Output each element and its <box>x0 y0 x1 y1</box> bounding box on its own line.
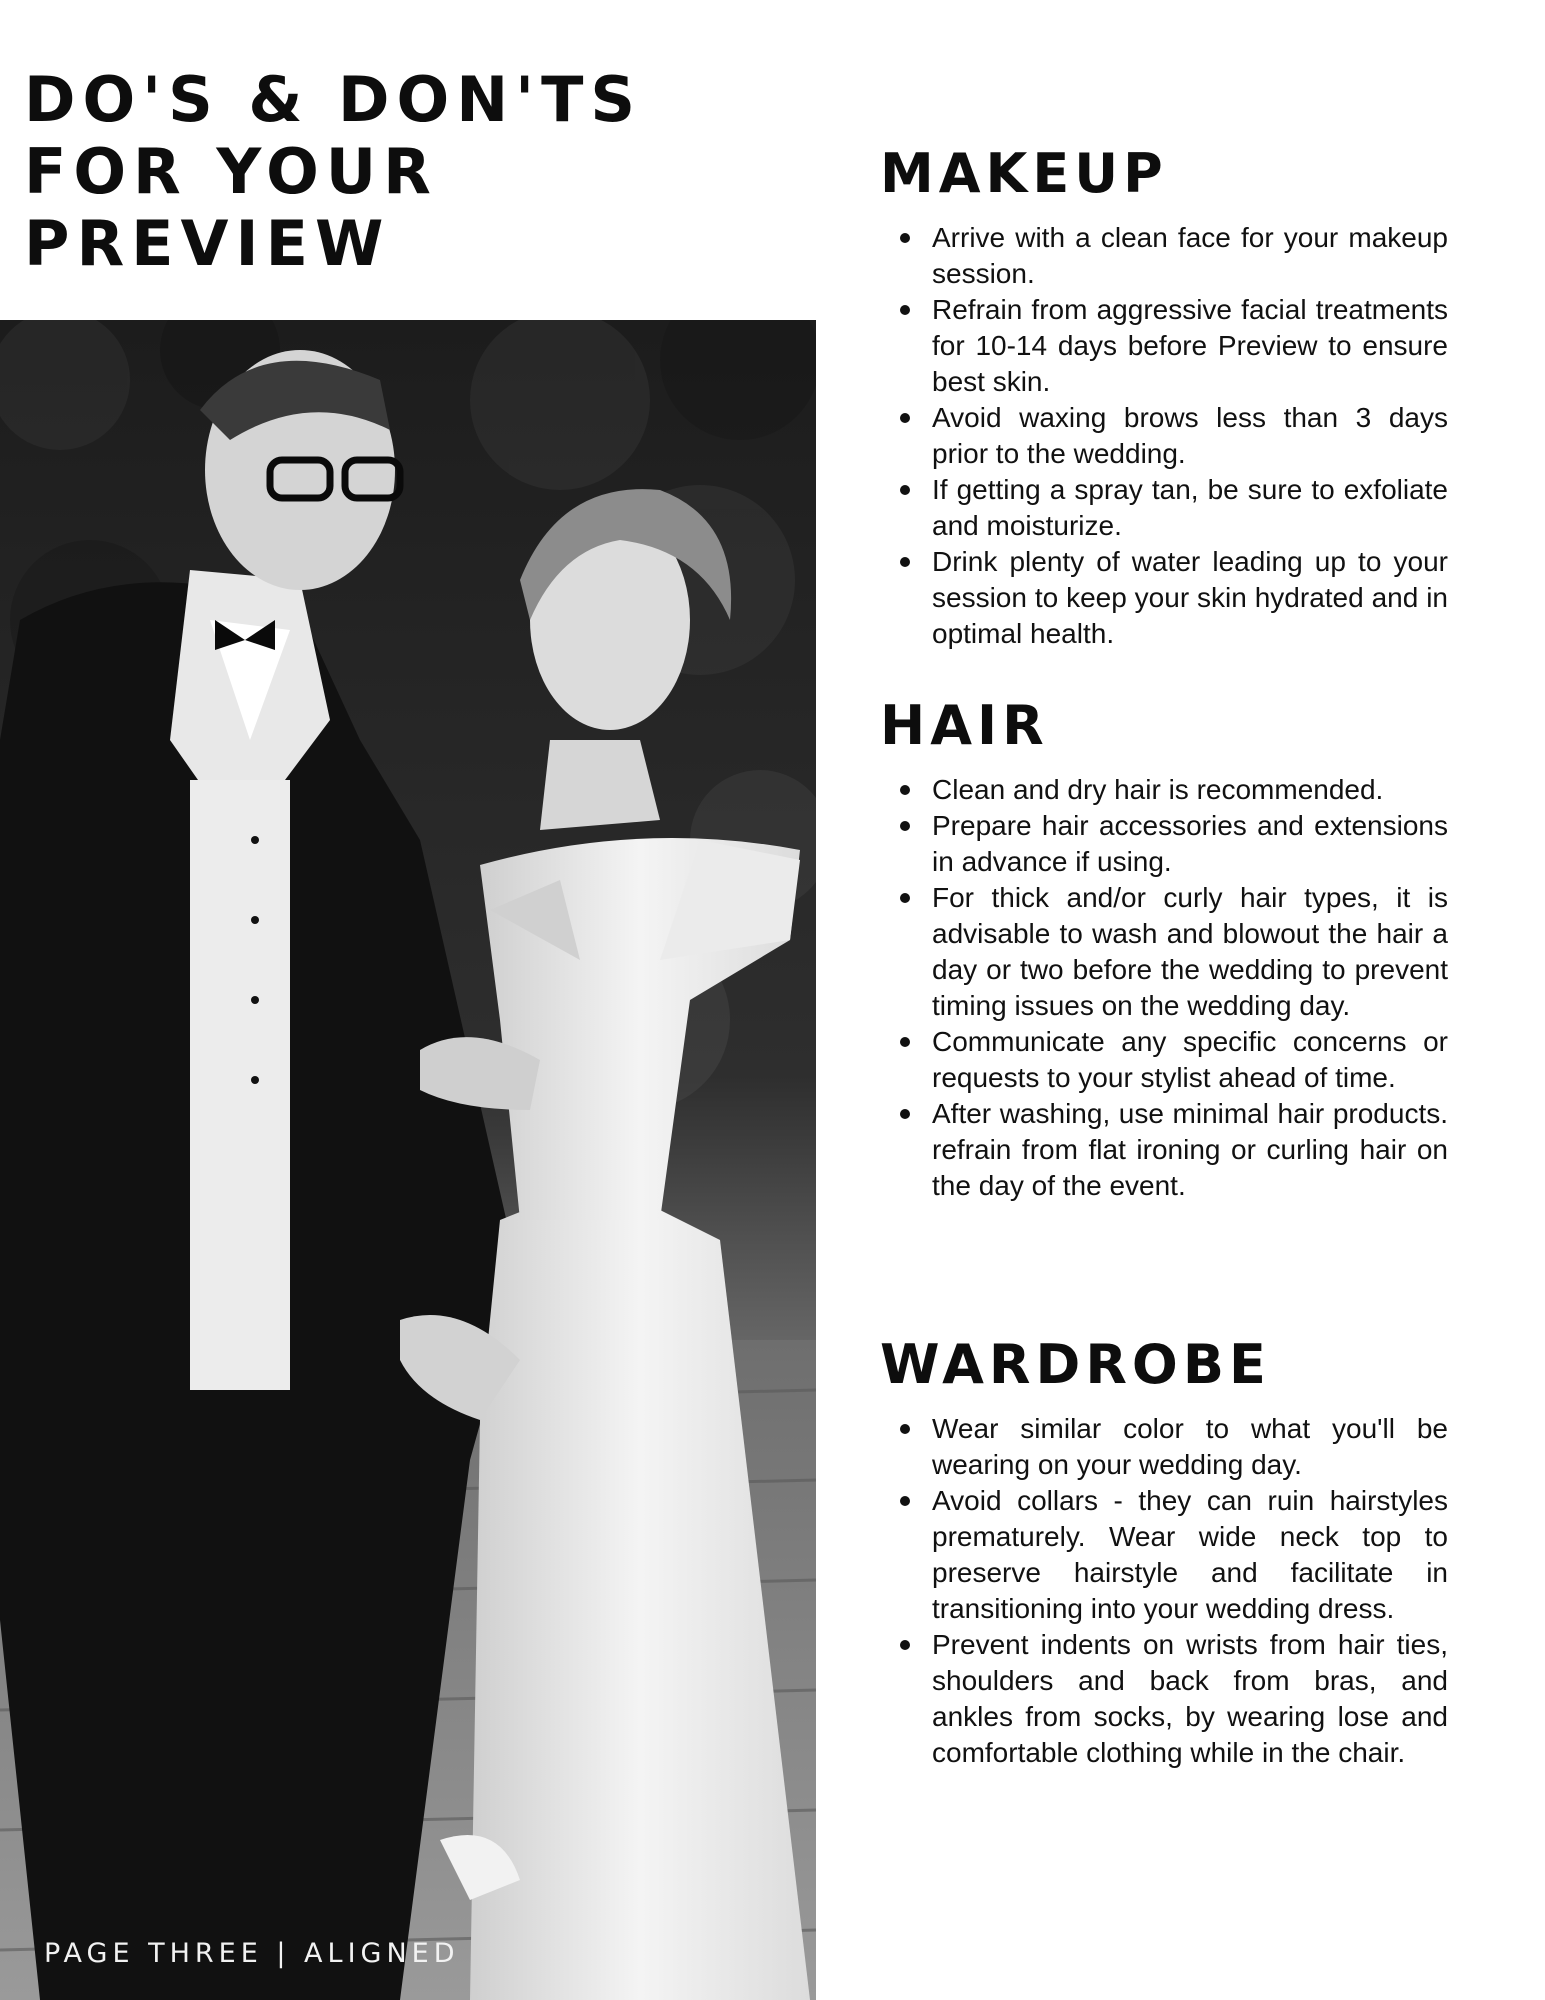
list-item <box>880 1627 1448 1771</box>
list-item <box>880 544 1448 652</box>
list-item-text: Drink plenty of water leading up to your session to keep your skin hydrated and in optimal health. <box>932 546 1448 649</box>
list-item-text: Avoid waxing brows less than 3 days prior to the wedding. <box>932 402 1448 469</box>
bullet-dot-icon <box>900 1109 910 1119</box>
bullet-dot-icon <box>900 821 910 831</box>
list-item-text: Prevent indents on wrists from hair ties, shoulders and back from bras, and ankles from socks, by wearing lose and comfortable clothing while in the chair. <box>932 1629 1448 1768</box>
list-item-text: Avoid collars - they can ruin hairstyles prematurely. Wear wide neck top to preserve hairstyle and facilitate in transitioning into your wedding dress. <box>932 1485 1448 1624</box>
bullet-dot-icon <box>900 485 910 495</box>
list-item-text: Wear similar color to what you'll be wearing on your wedding day. <box>932 1413 1448 1480</box>
bullet-dot-icon <box>900 1640 910 1650</box>
list-item-text: Arrive with a clean face for your makeup session. <box>932 222 1448 289</box>
list-item <box>880 1096 1448 1204</box>
list-item-text: Clean and dry hair is recommended. <box>932 774 1384 805</box>
hair-section <box>880 694 1448 1204</box>
list-item <box>880 772 1448 808</box>
bullet-dot-icon <box>900 557 910 567</box>
page-title <box>24 64 724 280</box>
list-item-text: If getting a spray tan, be sure to exfoliate and moisturize. <box>932 474 1448 541</box>
couple-photo-illustration <box>0 320 816 2000</box>
page-title-line-1: DO'S & DON'TS <box>24 63 643 136</box>
bullet-dot-icon <box>900 1037 910 1047</box>
list-item-text: Prepare hair accessories and extensions in advance if using. <box>932 810 1448 877</box>
list-item <box>880 808 1448 880</box>
list-item <box>880 292 1448 400</box>
footer-label: PAGE THREE | ALIGNED <box>44 1938 460 1969</box>
makeup-heading: MAKEUP <box>880 142 1168 205</box>
list-item <box>880 220 1448 292</box>
wardrobe-heading: WARDROBE <box>880 1333 1271 1396</box>
hair-list <box>880 772 1448 1204</box>
bullet-dot-icon <box>900 893 910 903</box>
list-item <box>880 1024 1448 1096</box>
list-item-text: For thick and/or curly hair types, it is advisable to wash and blowout the hair a day or two before the wedding to prevent timing issues on the wedding day. <box>932 882 1448 1021</box>
bullet-dot-icon <box>900 1424 910 1434</box>
list-item <box>880 400 1448 472</box>
page-title-line-3: PREVIEW <box>24 207 391 280</box>
list-item-text: Refrain from aggressive facial treatments for 10-14 days before Preview to ensure best skin. <box>932 294 1448 397</box>
bullet-dot-icon <box>900 233 910 243</box>
bullet-dot-icon <box>900 785 910 795</box>
page-title-line-2: FOR YOUR <box>24 135 438 208</box>
list-item <box>880 1483 1448 1627</box>
makeup-list <box>880 220 1448 652</box>
list-item-text: Communicate any specific concerns or requests to your stylist ahead of time. <box>932 1026 1448 1093</box>
list-item <box>880 472 1448 544</box>
list-item <box>880 880 1448 1024</box>
bullet-dot-icon <box>900 413 910 423</box>
wardrobe-section <box>880 1333 1448 1771</box>
makeup-section <box>880 142 1448 652</box>
bullet-dot-icon <box>900 305 910 315</box>
couple-photo <box>0 320 816 2000</box>
wardrobe-list <box>880 1411 1448 1771</box>
list-item <box>880 1411 1448 1483</box>
hair-heading: HAIR <box>880 694 1049 757</box>
list-item-text: After washing, use minimal hair products. refrain from flat ironing or curling hair on the day of the event. <box>932 1098 1448 1201</box>
bullet-dot-icon <box>900 1496 910 1506</box>
